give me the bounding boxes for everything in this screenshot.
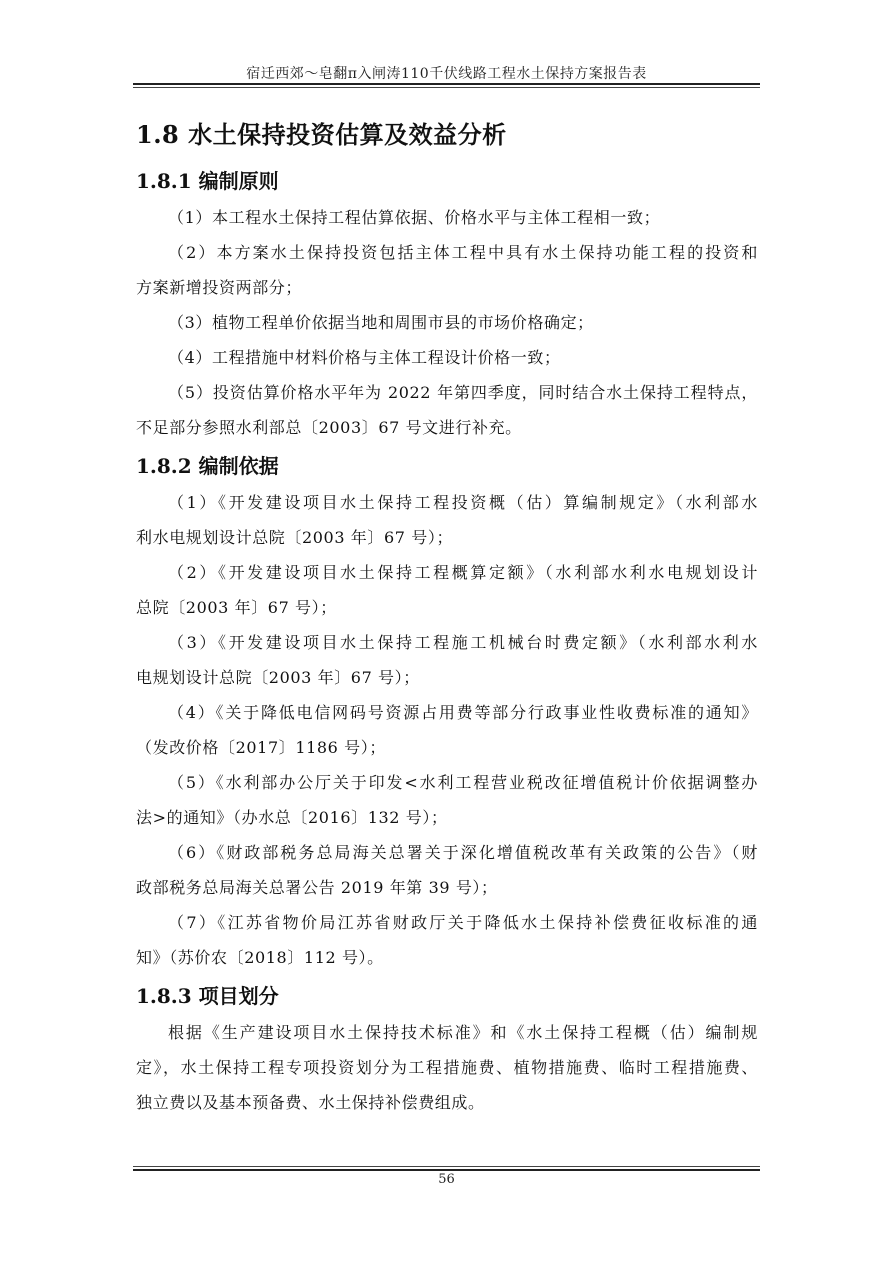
paragraph-line: （6）《财政部税务总局海关总署关于深化增值税改革有关政策的公告》（财 [168, 843, 758, 862]
header-rule-thin [133, 87, 760, 88]
section-title: 1.8 水土保持投资估算及效益分析 [136, 120, 507, 149]
paragraph-line: （5）投资估算价格水平年为 2022 年第四季度，同时结合水土保持工程特点， [168, 383, 758, 402]
paragraph-line: 方案新增投资两部分； [136, 278, 303, 297]
paragraph-line: （发改价格〔2017〕1186 号）； [136, 738, 386, 757]
paragraph-line: 定》，水土保持工程专项投资划分为工程措施费、植物措施费、临时工程措施费、 [136, 1058, 758, 1077]
paragraph-line: （1）本工程水土保持工程估算依据、价格水平与主体工程相一致； [168, 208, 661, 227]
footer-rule [133, 1169, 760, 1171]
footer-rule-thin [133, 1166, 760, 1167]
paragraph-line: （3）植物工程单价依据当地和周围市县的市场价格确定； [168, 313, 594, 332]
paragraph-line: 利水电规划设计总院〔2003 年〕67 号）； [136, 528, 454, 547]
paragraph-line: （2）本方案水土保持投资包括主体工程中具有水土保持功能工程的投资和 [168, 243, 758, 262]
paragraph-line: 法>的通知》（办水总〔2016〕132 号）； [136, 808, 448, 827]
paragraph-line: （4）《关于降低电信网码号资源占用费等部分行政事业性收费标准的通知》 [168, 703, 758, 722]
paragraph-line: （3）《开发建设项目水土保持工程施工机械台时费定额》（水利部水利水 [168, 633, 758, 652]
paragraph-line: （2）《开发建设项目水土保持工程概算定额》（水利部水利水电规划设计 [168, 563, 758, 582]
paragraph-line: （4）工程措施中材料价格与主体工程设计价格一致； [168, 348, 561, 367]
paragraph-line: 不足部分参照水利部总〔2003〕67 号文进行补充。 [136, 418, 522, 437]
page-number: 56 [438, 1172, 455, 1187]
header-rule [133, 83, 760, 85]
paragraph-line: 总院〔2003 年〕67 号）； [136, 598, 337, 617]
paragraph-line: 电规划设计总院〔2003 年〕67 号）； [136, 668, 420, 687]
subsection-title-1-8-3: 1.8.3 项目划分 [136, 984, 279, 1008]
header-title: 宿迁西郊～皂翻π入闸涛110千伏线路工程水土保持方案报告表 [246, 66, 647, 82]
subsection-title-1-8-2: 1.8.2 编制依据 [136, 454, 279, 478]
paragraph-line: 政部税务总局海关总署公告 2019 年第 39 号）； [136, 878, 498, 897]
paragraph-line: 独立费以及基本预备费、水土保持补偿费组成。 [136, 1093, 485, 1112]
paragraph-line: （1）《开发建设项目水土保持工程投资概（估）算编制规定》（水利部水 [168, 493, 758, 512]
paragraph-line: （5）《水利部办公厅关于印发<水利工程营业税改征增值税计价依据调整办 [168, 773, 758, 792]
paragraph-line: 知》（苏价农〔2018〕112 号）。 [136, 948, 384, 967]
paragraph-line: 根据《生产建设项目水土保持技术标准》和《水土保持工程概（估）编制规 [168, 1023, 758, 1042]
paragraph-line: （7）《江苏省物价局江苏省财政厅关于降低水土保持补偿费征收标准的通 [168, 913, 758, 932]
subsection-title-1-8-1: 1.8.1 编制原则 [136, 169, 279, 193]
